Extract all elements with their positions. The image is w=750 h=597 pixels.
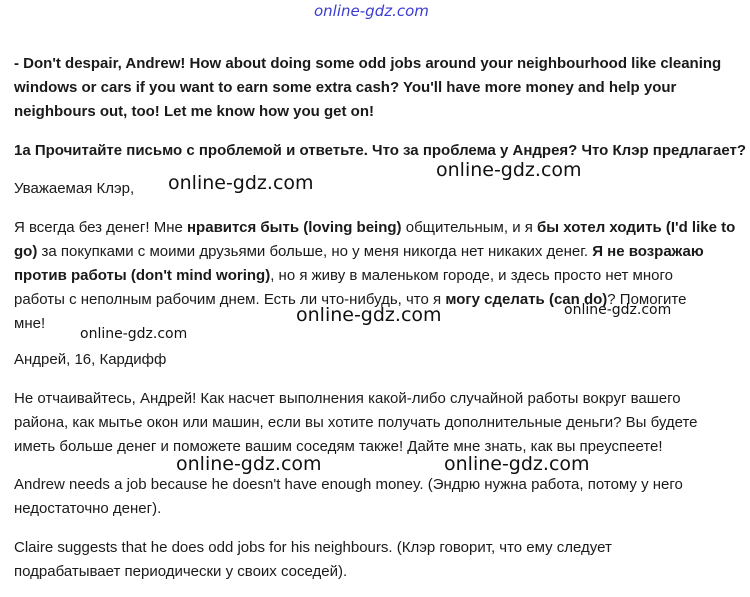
watermark-top: online-gdz.com xyxy=(314,2,429,20)
highlight-span: нравится быть (loving being) xyxy=(187,219,402,236)
highlight-span: Я не возражаю xyxy=(592,243,704,260)
letter-line xyxy=(14,218,735,237)
english-letter-line: neighbours out, too! Let me know how you get on! xyxy=(14,103,374,120)
highlight-span: могу сделать (can do) xyxy=(445,291,608,308)
text-span: Я всегда без денег! Мне xyxy=(14,219,187,236)
letter-line: мне! xyxy=(14,315,46,332)
watermark: online-gdz.com xyxy=(564,302,672,318)
letter-line xyxy=(14,290,686,309)
text-span: за покупками с моими друзьями больше, но у меня никогда нет никаких денег. xyxy=(37,243,593,260)
highlight-span: go) xyxy=(14,243,38,260)
reply-line: Не отчаивайтесь, Андрей! Как насчет выполнения какой-либо случайной работы вокруг вашего xyxy=(14,390,681,407)
task-heading: 1a Прочитайте письмо с проблемой и ответьте. Что за проблема у Андрея? Что Клэр предлагает? xyxy=(14,142,747,159)
watermark: online-gdz.com xyxy=(296,304,442,326)
answer-line: недостаточно денег). xyxy=(14,500,162,517)
reply-line: иметь больше денег и поможете вашим соседям также! Дайте мне знать, как вы преуспеете! xyxy=(14,438,663,455)
text-span: ? Помогите xyxy=(607,291,687,308)
highlight-span: против работы (don't mind woring) xyxy=(14,267,271,284)
text-span: работы с неполным рабочим днем. Есть ли что-нибудь, что я xyxy=(14,291,446,308)
english-letter-line: - Don't despair, Andrew! How about doing some odd jobs around your neighbourhood like cleaning xyxy=(14,55,722,72)
text-span: , но я живу в маленьком городе, и здесь просто нет много xyxy=(270,267,673,284)
answer-line: Andrew needs a job because he doesn't have enough money. (Эндрю нужна работа, потому у него xyxy=(14,476,683,493)
reply-line: района, как мытье окон или машин, если вы хотите получать дополнительные деньги? Вы будете xyxy=(14,414,698,431)
answer-line: Claire suggests that he does odd jobs for his neighbours. (Клэр говорит, что ему следует xyxy=(14,539,612,556)
watermark: online-gdz.com xyxy=(80,326,188,342)
watermark: online-gdz.com xyxy=(176,453,322,475)
letter-greeting: Уважаемая Клэр, xyxy=(14,180,135,197)
letter-signature: Андрей, 16, Кардифф xyxy=(14,351,167,368)
letter-line xyxy=(14,266,673,285)
watermark: online-gdz.com xyxy=(436,159,582,181)
english-letter-line: windows or cars if you want to earn some extra cash? You'll have more money and help your xyxy=(14,79,677,96)
answer-line: подрабатывает периодически у своих соседей). xyxy=(14,563,348,580)
watermark: online-gdz.com xyxy=(168,172,314,194)
text-span: общительным, и я xyxy=(401,219,538,236)
letter-line xyxy=(14,242,704,261)
highlight-span: бы хотел ходить (I'd like to xyxy=(537,219,736,236)
watermark: online-gdz.com xyxy=(444,453,590,475)
